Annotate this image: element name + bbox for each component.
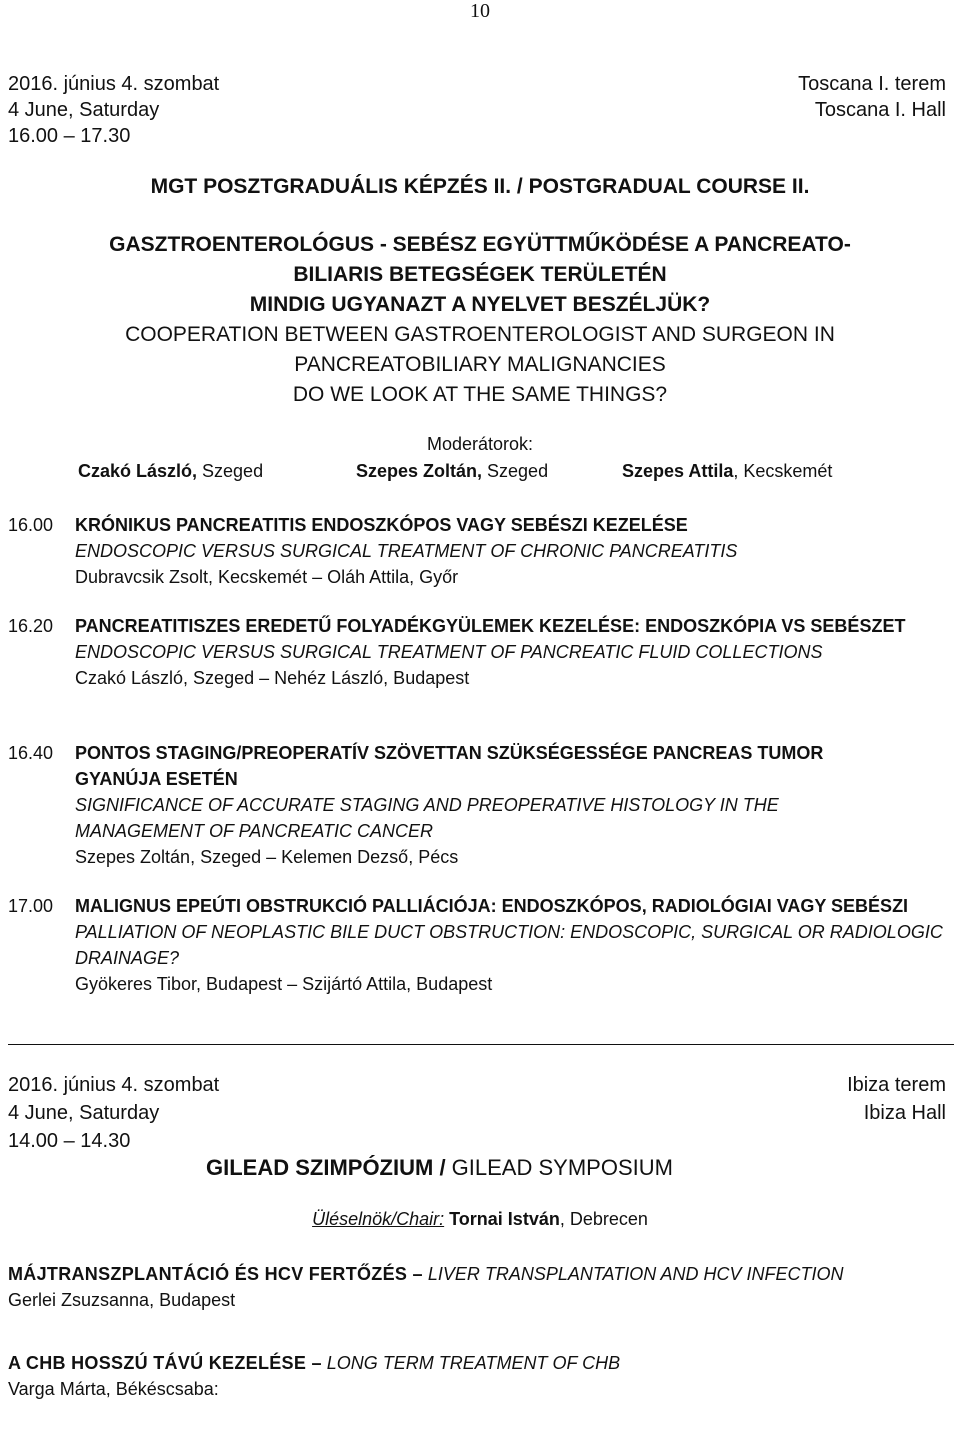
symposium-talk-title-en: LONG TERM TREATMENT OF CHB — [321, 1353, 621, 1373]
talk-title-en: ENDOSCOPIC VERSUS SURGICAL TREATMENT OF PANCREATIC FLUID COLLECTIONS — [75, 642, 823, 662]
talk-time: 16.00 — [8, 515, 54, 535]
chair-name: Tornai István — [444, 1209, 560, 1229]
session1-room-hu: Toscana I. terem — [798, 73, 946, 95]
session1-time: 16.00 – 17.30 — [8, 125, 131, 147]
session2-room-en: Ibiza Hall — [863, 1102, 946, 1124]
talk-time: 17.00 — [8, 896, 54, 916]
talk-title-hu: MALIGNUS EPEÚTI OBSTRUKCIÓ PALLIÁCIÓJA: ENDOSZKÓPOS, RADIOLÓGIAI VAGY SEBÉSZI — [75, 896, 909, 916]
session1-date-en: 4 June, Saturday — [8, 99, 160, 121]
page-number: 10 — [470, 0, 490, 22]
symposium-talk-title — [8, 1350, 956, 1376]
talk-speakers: Szepes Zoltán, Szeged – Kelemen Dezső, Pécs — [75, 847, 459, 867]
moderator-name: Szepes Attila — [622, 461, 734, 481]
moderators-label: Moderátorok: — [426, 434, 534, 454]
chair-city: , Debrecen — [559, 1209, 648, 1229]
talk-title-en: ENDOSCOPIC VERSUS SURGICAL TREATMENT OF CHRONIC PANCREATITIS — [75, 541, 738, 561]
talk-title-en: SIGNIFICANCE OF ACCURATE STAGING AND PREOPERATIVE HISTOLOGY IN THE MANAGEMENT OF PANCREATIC CANCER — [75, 795, 779, 841]
course-title: MGT POSZTGRADUÁLIS KÉPZÉS II. / POSTGRADUAL COURSE II. — [150, 175, 810, 198]
session2-time: 14.00 – 14.30 — [8, 1130, 131, 1152]
symposium-title — [206, 1155, 673, 1181]
talk-title-en: PALLIATION OF NEOPLASTIC BILE DUCT OBSTRUCTION: ENDOSCOPIC, SURGICAL OR RADIOLOGIC DRAINAGE? — [75, 922, 943, 968]
session1-room-en: Toscana I. Hall — [814, 99, 946, 121]
talk-speakers: Dubravcsik Zsolt, Kecskemét – Oláh Attila, Győr — [75, 567, 459, 587]
talk-item — [8, 613, 954, 691]
title-en-line-2: PANCREATOBILIARY MALIGNANCIES — [294, 353, 666, 376]
symposium-talk-title-en: LIVER TRANSPLANTATION AND HCV INFECTION — [422, 1264, 844, 1284]
symposium-title-hu: GILEAD SZIMPÓZIUM / — [206, 1155, 446, 1180]
moderator-3 — [622, 461, 832, 482]
talk-time: 16.40 — [8, 743, 54, 763]
talk-title-hu: PANCREATITISZES EREDETŰ FOLYADÉKGYÜLEMEK KEZELÉSE: ENDOSZKÓPIA VS SEBÉSZET — [75, 616, 906, 636]
talk-title-hu: PONTOS STAGING/PREOPERATÍV SZÖVETTAN SZÜKSÉGESSÉGE PANCREAS TUMOR GYANÚJA ESETÉN — [75, 743, 824, 789]
symposium-talk-title-hu: A CHB HOSSZÚ TÁVÚ KEZELÉSE – — [8, 1353, 322, 1373]
symposium-talk-title — [8, 1261, 956, 1287]
talk-time: 16.20 — [8, 616, 54, 636]
session2-date-hu: 2016. június 4. szombat — [8, 1074, 220, 1096]
title-hu-line-3: MINDIG UGYANAZT A NYELVET BESZÉLJÜK? — [249, 293, 711, 316]
talk-item — [8, 512, 954, 590]
moderator-city: Szeged — [482, 461, 549, 481]
moderator-city: , Kecskemét — [733, 461, 833, 481]
title-en-line-3: DO WE LOOK AT THE SAME THINGS? — [292, 383, 668, 406]
talk-item — [8, 893, 954, 997]
session2-date-en: 4 June, Saturday — [8, 1102, 160, 1124]
symposium-talk-title-hu: MÁJTRANSZPLANTÁCIÓ ÉS HCV FERTŐZÉS – — [8, 1264, 423, 1284]
chair-line — [0, 1209, 960, 1230]
symposium-talk — [8, 1350, 956, 1402]
moderator-name: Czakó László, — [78, 461, 198, 481]
talk-speakers: Gyökeres Tibor, Budapest – Szijártó Attila, Budapest — [75, 974, 493, 994]
section-divider — [8, 1044, 954, 1045]
chair-label: Üléselnök/Chair: — [312, 1209, 445, 1229]
moderator-name: Szepes Zoltán, — [356, 461, 483, 481]
symposium-talk-speaker: Gerlei Zsuzsanna, Budapest — [8, 1290, 236, 1310]
title-hu-line-1: GASZTROENTEROLÓGUS - SEBÉSZ EGYÜTTMŰKÖDÉSE A PANCREATO- — [109, 233, 851, 256]
talk-title-hu: KRÓNIKUS PANCREATITIS ENDOSZKÓPOS VAGY SEBÉSZI KEZELÉSE — [75, 515, 688, 535]
symposium-talk — [8, 1261, 956, 1313]
title-en-line-1: COOPERATION BETWEEN GASTROENTEROLOGIST AND SURGEON IN — [125, 323, 835, 346]
session1-title — [0, 230, 960, 410]
moderator-2 — [356, 461, 548, 482]
symposium-title-en: GILEAD SYMPOSIUM — [445, 1155, 673, 1180]
session1-date-hu: 2016. június 4. szombat — [8, 73, 220, 95]
title-hu-line-2: BILIARIS BETEGSÉGEK TERÜLETÉN — [293, 263, 667, 286]
session2-room-hu: Ibiza terem — [847, 1074, 946, 1096]
symposium-talk-speaker: Varga Márta, Békéscsaba: — [8, 1379, 219, 1399]
moderator-1 — [78, 461, 263, 482]
talk-item — [8, 740, 954, 870]
talk-speakers: Czakó László, Szeged – Nehéz László, Budapest — [75, 668, 470, 688]
moderator-city: Szeged — [197, 461, 264, 481]
